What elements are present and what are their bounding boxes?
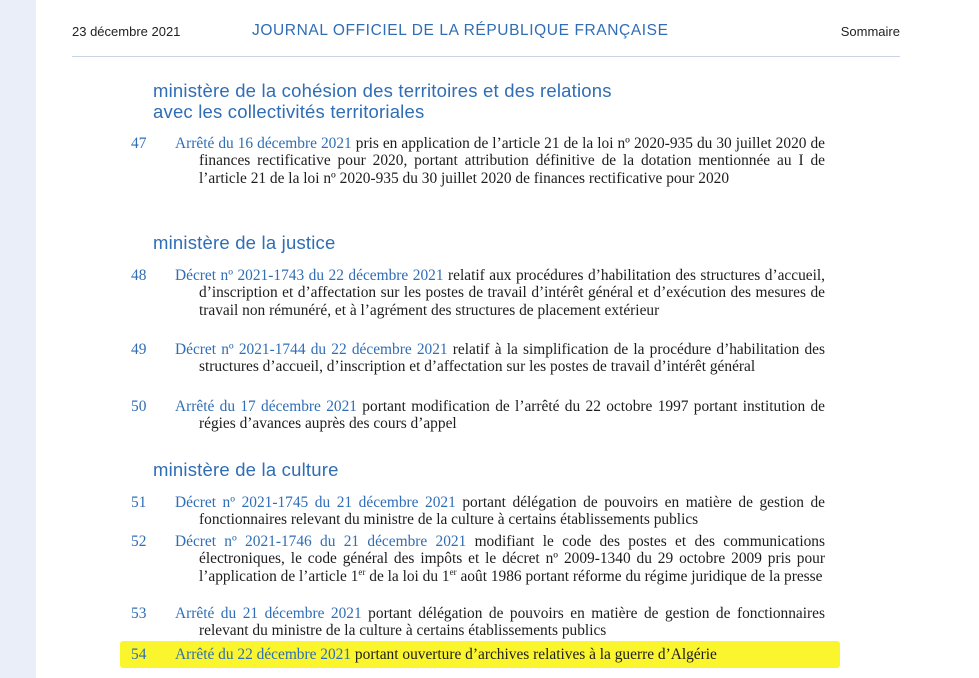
entry-number[interactable]: 53 [131, 605, 147, 622]
entry-description: portant modification de l’arrêté du 22 octobre 1997 portant institution de régies d’avances auprès des cours d’appel [199, 398, 825, 433]
entry-text [175, 646, 825, 663]
entry-description: relatif aux procédures d’habilitation des structures d’accueil, d’inscription et d’affectation sur les postes de travail d’intérêt général et d’exécution des mesures de travail non rémunéré, et à l’agrément des structures de placement extérieur [199, 267, 826, 319]
entry-number[interactable]: 47 [131, 135, 147, 152]
entry-51 [131, 494, 825, 529]
entry-text [175, 494, 825, 529]
sommaire-link[interactable]: Sommaire [840, 24, 900, 39]
entry-description: pris en application de l’article 21 de la loi nº 2020-935 du 30 juillet 2020 de finances rectificative pour 2020, portant attribution définitive de la dotation mentionnée au I de l’article 21 de la loi nº 2020-935 du 30 juillet 2020 de finances rectificative pour 2020 [199, 135, 826, 187]
entry-48 [131, 267, 825, 319]
entry-description: de la loi du 1 [365, 567, 450, 585]
entry-text [175, 267, 825, 319]
entry-link[interactable]: Arrêté du 17 décembre 2021 [175, 398, 357, 415]
section-title-cohesion-territoires [153, 80, 612, 122]
entry-47 [131, 135, 825, 187]
entry-number[interactable]: 50 [131, 398, 147, 415]
entry-number[interactable]: 49 [131, 341, 147, 358]
entry-number[interactable]: 52 [131, 533, 147, 550]
entry-text [175, 533, 825, 585]
entry-text [175, 135, 825, 187]
entry-link[interactable]: Décret nº 2021-1746 du 21 décembre 2021 [175, 533, 467, 550]
superscript: er [449, 566, 457, 577]
entry-text [175, 341, 825, 376]
header-divider [72, 56, 900, 57]
section-title-line: ministère de la culture [153, 459, 339, 480]
entry-number[interactable]: 54 [131, 646, 147, 663]
entry-link[interactable]: Décret nº 2021-1743 du 22 décembre 2021 [175, 267, 444, 284]
entry-description: portant délégation de pouvoirs en matière de gestion de fonctionnaires relevant du ministre de la culture à certains établissements publics [199, 605, 825, 640]
section-title-justice [153, 232, 335, 253]
entry-link[interactable]: Décret nº 2021-1744 du 22 décembre 2021 [175, 341, 448, 358]
entry-description: portant ouverture d’archives relatives à la guerre d’Algérie [351, 646, 717, 663]
entry-text [175, 605, 825, 640]
entry-52 [131, 533, 825, 585]
entry-description: relatif à la simplification de la procédure d’habilitation des structures d’accueil, d’inscription et d’affectation sur les postes de travail d’intérêt général [199, 341, 825, 376]
journal-page [36, 0, 979, 678]
section-title-line: avec les collectivités territoriales [153, 101, 425, 122]
section-title-culture [153, 459, 339, 480]
header-date: 23 décembre 2021 [72, 24, 181, 39]
entry-54 [131, 646, 825, 663]
entry-link[interactable]: Arrêté du 16 décembre 2021 [175, 135, 352, 152]
journal-title: JOURNAL OFFICIEL DE LA RÉPUBLIQUE FRANÇAISE [252, 22, 669, 39]
page-header [36, 0, 979, 60]
section-title-line: ministère de la justice [153, 232, 336, 253]
entry-53 [131, 605, 825, 640]
superscript: er [358, 566, 366, 577]
entry-link[interactable]: Arrêté du 22 décembre 2021 [175, 646, 352, 663]
section-title-line: ministère de la cohésion des territoires et des relations [153, 80, 612, 101]
entry-description: portant délégation de pouvoirs en matière de gestion de fonctionnaires relevant du ministre de la culture à certains établissements publics [199, 494, 825, 529]
entry-link[interactable]: Arrêté du 21 décembre 2021 [175, 605, 362, 622]
entry-number[interactable]: 51 [131, 494, 147, 511]
entry-description: modifiant le code des postes et des communications électroniques, le code général des impôts et le décret nº 2009-1340 du 29 octobre 2009 pris pour l’application de l’article 1 [199, 533, 825, 585]
entry-description: août 1986 portant réforme du régime juridique de la presse [456, 567, 823, 585]
entry-link[interactable]: Décret nº 2021-1745 du 21 décembre 2021 [175, 494, 456, 511]
entry-50 [131, 398, 825, 433]
entry-49 [131, 341, 825, 376]
entry-text [175, 398, 825, 433]
entry-number[interactable]: 48 [131, 267, 147, 284]
